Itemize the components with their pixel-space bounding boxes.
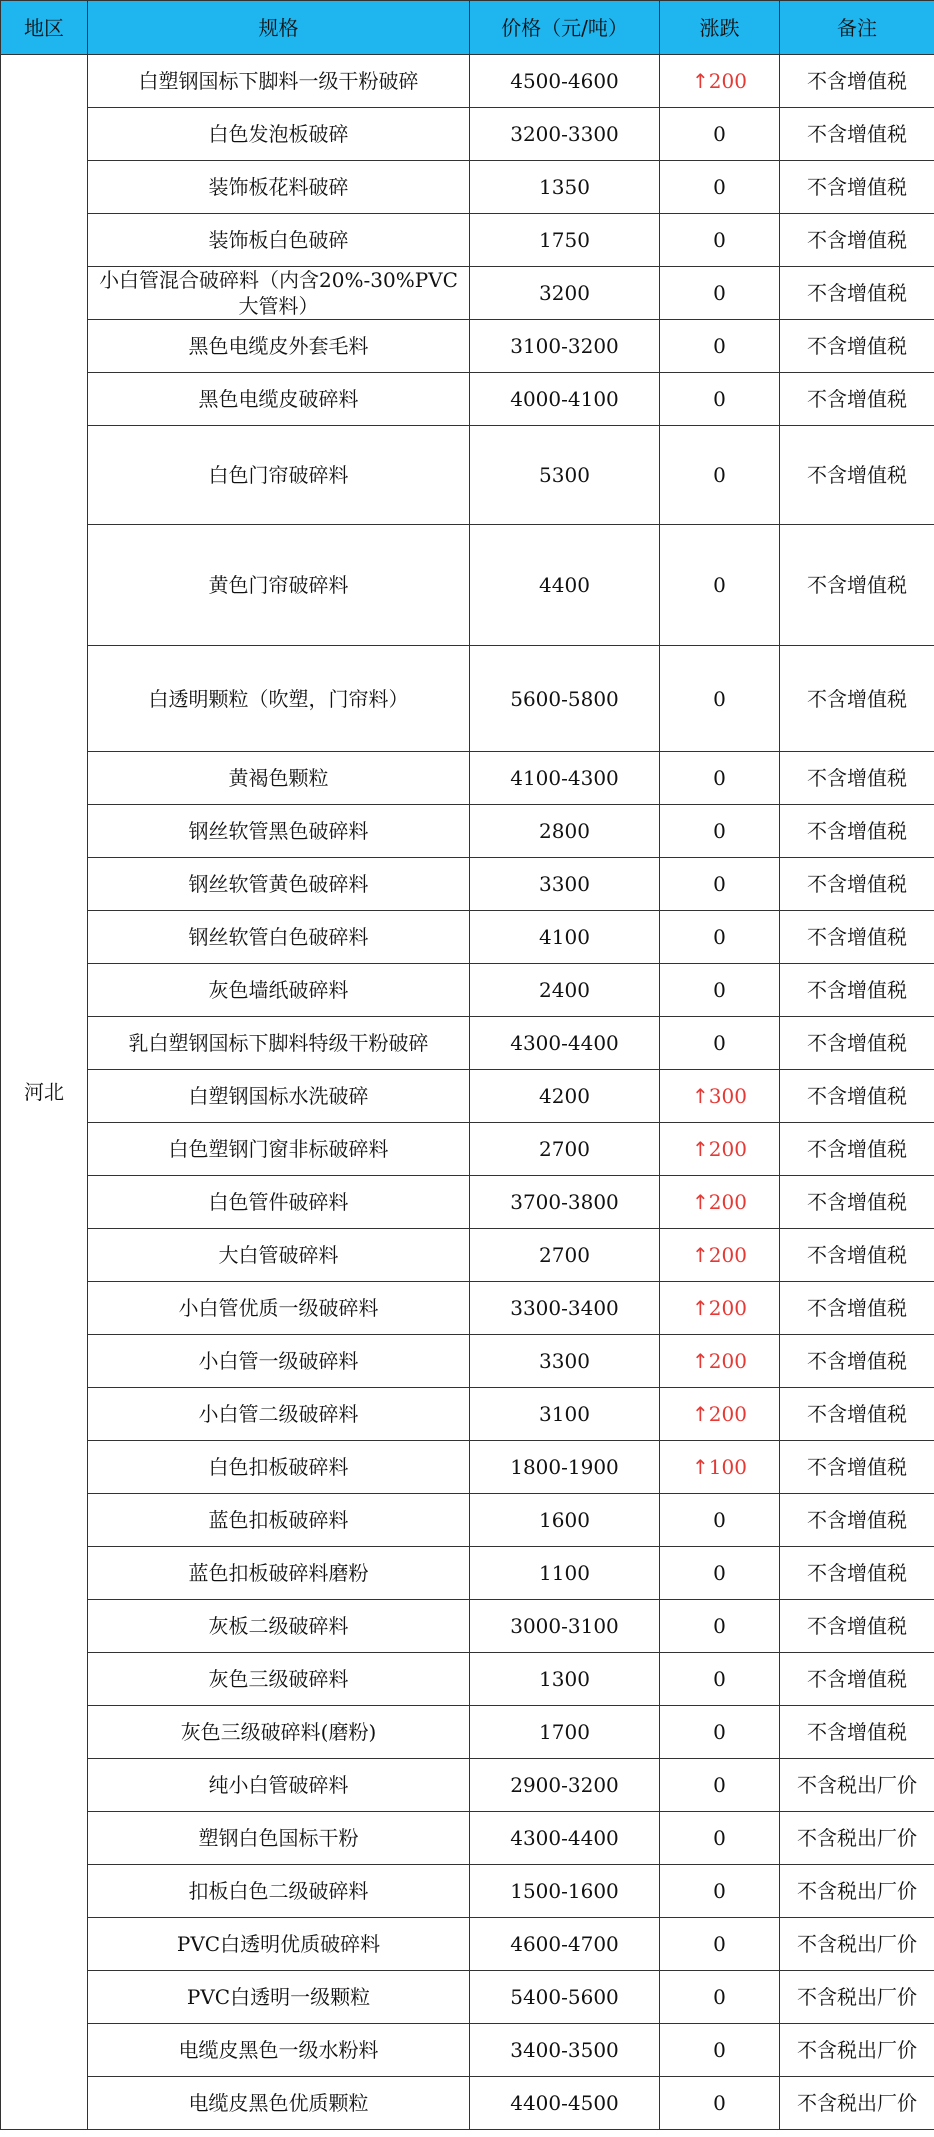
table-row	[1, 1282, 934, 1335]
change-cell	[660, 2077, 780, 2130]
price-cell: 3400-3500	[470, 2024, 660, 2077]
change-cell	[660, 373, 780, 426]
spec-cell: 大白管破碎料	[88, 1229, 470, 1282]
spec-cell: 灰色三级破碎料	[88, 1653, 470, 1706]
note-cell: 不含增值税	[780, 1388, 934, 1441]
price-cell: 2800	[470, 805, 660, 858]
price-cell: 3100	[470, 1388, 660, 1441]
table-row	[1, 1918, 934, 1971]
change-cell	[660, 214, 780, 267]
note-cell: 不含增值税	[780, 911, 934, 964]
note-cell: 不含增值税	[780, 1123, 934, 1176]
header-price: 价格（元/吨）	[470, 1, 660, 55]
note-cell: 不含增值税	[780, 373, 934, 426]
spec-cell: 白色扣板破碎料	[88, 1441, 470, 1494]
price-cell: 2400	[470, 964, 660, 1017]
table-row	[1, 1335, 934, 1388]
spec-cell: 小白管优质一级破碎料	[88, 1282, 470, 1335]
change-cell	[660, 108, 780, 161]
price-cell: 2700	[470, 1123, 660, 1176]
table-row	[1, 1017, 934, 1070]
change-value: 0	[713, 872, 726, 896]
change-cell	[660, 646, 780, 752]
note-cell: 不含税出厂价	[780, 1865, 934, 1918]
spec-cell: 灰色三级破碎料(磨粉)	[88, 1706, 470, 1759]
arrow-up-icon: ↑	[692, 1296, 709, 1320]
arrow-up-icon: ↑	[692, 1402, 709, 1426]
table-row	[1, 1759, 934, 1812]
change-value: 200	[708, 1190, 747, 1214]
region-cell: 河北	[1, 55, 88, 2130]
spec-cell: 白色管件破碎料	[88, 1176, 470, 1229]
price-cell: 2900-3200	[470, 1759, 660, 1812]
note-cell: 不含增值税	[780, 267, 934, 320]
spec-cell: 塑钢白色国标干粉	[88, 1812, 470, 1865]
spec-cell: 白塑钢国标下脚料一级干粉破碎	[88, 55, 470, 108]
change-value: 0	[713, 1031, 726, 1055]
change-cell	[660, 1812, 780, 1865]
note-cell: 不含税出厂价	[780, 1971, 934, 2024]
change-value: 0	[713, 281, 726, 305]
spec-cell: 白透明颗粒（吹塑，门帘料）	[88, 646, 470, 752]
spec-cell: 钢丝软管黄色破碎料	[88, 858, 470, 911]
note-cell: 不含增值税	[780, 1441, 934, 1494]
change-value: 0	[713, 334, 726, 358]
header-note: 备注	[780, 1, 934, 55]
note-cell: 不含增值税	[780, 1229, 934, 1282]
note-cell: 不含增值税	[780, 1547, 934, 1600]
note-cell: 不含增值税	[780, 320, 934, 373]
note-cell: 不含增值税	[780, 1494, 934, 1547]
arrow-up-icon: ↑	[692, 1455, 709, 1479]
change-value: 0	[713, 686, 726, 711]
price-cell: 1100	[470, 1547, 660, 1600]
change-cell	[660, 1865, 780, 1918]
table-row	[1, 1441, 934, 1494]
change-value: 200	[708, 1296, 747, 1320]
table-row	[1, 1176, 934, 1229]
table-row	[1, 858, 934, 911]
table-row	[1, 646, 934, 752]
change-cell	[660, 1918, 780, 1971]
change-cell	[660, 1706, 780, 1759]
change-cell	[660, 267, 780, 320]
spec-cell: 白色塑钢门窗非标破碎料	[88, 1123, 470, 1176]
change-value: 0	[713, 228, 726, 252]
table-row	[1, 1388, 934, 1441]
price-cell: 4600-4700	[470, 1918, 660, 1971]
change-value: 0	[713, 1720, 726, 1744]
change-cell	[660, 1282, 780, 1335]
table-row	[1, 752, 934, 805]
table-row	[1, 964, 934, 1017]
change-cell	[660, 55, 780, 108]
price-cell: 1500-1600	[470, 1865, 660, 1918]
note-cell: 不含增值税	[780, 1653, 934, 1706]
arrow-up-icon: ↑	[692, 1349, 709, 1373]
change-cell	[660, 911, 780, 964]
price-cell: 1350	[470, 161, 660, 214]
table-row	[1, 2024, 934, 2077]
table-row	[1, 1070, 934, 1123]
table-row	[1, 373, 934, 426]
price-cell: 4200	[470, 1070, 660, 1123]
note-cell: 不含增值税	[780, 214, 934, 267]
change-cell	[660, 1123, 780, 1176]
price-cell: 4000-4100	[470, 373, 660, 426]
change-cell	[660, 858, 780, 911]
change-value: 0	[713, 463, 726, 487]
note-cell: 不含增值税	[780, 964, 934, 1017]
change-value: 200	[708, 1349, 747, 1373]
change-cell	[660, 1176, 780, 1229]
price-cell: 4300-4400	[470, 1017, 660, 1070]
spec-cell: 小白管二级破碎料	[88, 1388, 470, 1441]
change-value: 0	[713, 978, 726, 1002]
price-cell: 4500-4600	[470, 55, 660, 108]
change-value: 0	[713, 1667, 726, 1691]
note-cell: 不含税出厂价	[780, 2077, 934, 2130]
spec-cell: PVC白透明一级颗粒	[88, 1971, 470, 2024]
table-row	[1, 1865, 934, 1918]
change-value: 0	[713, 2091, 726, 2115]
note-cell: 不含增值税	[780, 1070, 934, 1123]
change-cell	[660, 1653, 780, 1706]
change-value: 0	[713, 1985, 726, 2009]
change-value: 200	[708, 1243, 747, 1267]
change-cell	[660, 805, 780, 858]
spec-cell: 装饰板花料破碎	[88, 161, 470, 214]
change-cell	[660, 1547, 780, 1600]
price-cell: 4100-4300	[470, 752, 660, 805]
note-cell: 不含增值税	[780, 646, 934, 752]
note-cell: 不含增值税	[780, 858, 934, 911]
note-cell: 不含增值税	[780, 1176, 934, 1229]
price-cell: 1800-1900	[470, 1441, 660, 1494]
change-value: 0	[713, 2038, 726, 2062]
price-cell: 3100-3200	[470, 320, 660, 373]
arrow-up-icon: ↑	[692, 1243, 709, 1267]
arrow-up-icon: ↑	[692, 1190, 709, 1214]
price-cell: 4400	[470, 525, 660, 646]
header-row	[1, 1, 934, 55]
change-cell	[660, 1600, 780, 1653]
note-cell: 不含税出厂价	[780, 1759, 934, 1812]
table-row	[1, 1123, 934, 1176]
table-row	[1, 1600, 934, 1653]
change-value: 200	[708, 69, 747, 93]
note-cell: 不含增值税	[780, 752, 934, 805]
table-row	[1, 2077, 934, 2130]
table-row	[1, 1812, 934, 1865]
change-value: 0	[713, 573, 726, 597]
price-cell: 4400-4500	[470, 2077, 660, 2130]
change-value: 0	[713, 1879, 726, 1903]
price-cell: 3200-3300	[470, 108, 660, 161]
spec-cell: 电缆皮黑色优质颗粒	[88, 2077, 470, 2130]
note-cell: 不含税出厂价	[780, 2024, 934, 2077]
note-cell: 不含增值税	[780, 1600, 934, 1653]
table-row	[1, 1229, 934, 1282]
spec-cell: 灰色墙纸破碎料	[88, 964, 470, 1017]
change-value: 0	[713, 819, 726, 843]
table-row	[1, 1706, 934, 1759]
table-row	[1, 1653, 934, 1706]
note-cell: 不含增值税	[780, 805, 934, 858]
note-cell: 不含增值税	[780, 1017, 934, 1070]
spec-cell: 钢丝软管白色破碎料	[88, 911, 470, 964]
change-cell	[660, 1971, 780, 2024]
price-cell: 2700	[470, 1229, 660, 1282]
note-cell: 不含增值税	[780, 108, 934, 161]
note-cell: 不含增值税	[780, 1706, 934, 1759]
spec-cell: 黄色门帘破碎料	[88, 525, 470, 646]
price-cell: 3300	[470, 1335, 660, 1388]
header-region: 地区	[1, 1, 88, 55]
spec-cell: 钢丝软管黑色破碎料	[88, 805, 470, 858]
change-value: 0	[713, 1614, 726, 1638]
price-cell: 1750	[470, 214, 660, 267]
price-cell: 3000-3100	[470, 1600, 660, 1653]
price-cell: 3300-3400	[470, 1282, 660, 1335]
change-value: 0	[713, 1508, 726, 1532]
spec-cell: 灰板二级破碎料	[88, 1600, 470, 1653]
spec-cell: 乳白塑钢国标下脚料特级干粉破碎	[88, 1017, 470, 1070]
change-cell	[660, 964, 780, 1017]
header-spec: 规格	[88, 1, 470, 55]
table-body	[1, 55, 934, 2130]
table-row	[1, 1494, 934, 1547]
table-row	[1, 320, 934, 373]
change-cell	[660, 320, 780, 373]
price-cell: 3700-3800	[470, 1176, 660, 1229]
price-cell: 3200	[470, 267, 660, 320]
change-value: 100	[708, 1455, 747, 1479]
table-row	[1, 1547, 934, 1600]
price-cell: 1600	[470, 1494, 660, 1547]
price-cell: 5400-5600	[470, 1971, 660, 2024]
spec-cell: 黑色电缆皮外套毛料	[88, 320, 470, 373]
change-value: 0	[713, 766, 726, 790]
change-cell	[660, 1017, 780, 1070]
spec-cell: PVC白透明优质破碎料	[88, 1918, 470, 1971]
spec-cell: 黄褐色颗粒	[88, 752, 470, 805]
price-cell: 5600-5800	[470, 646, 660, 752]
table-row	[1, 426, 934, 525]
change-cell	[660, 1759, 780, 1812]
spec-cell: 白色门帘破碎料	[88, 426, 470, 525]
arrow-up-icon: ↑	[692, 69, 709, 93]
arrow-up-icon: ↑	[692, 1084, 709, 1108]
note-cell: 不含增值税	[780, 426, 934, 525]
spec-cell: 黑色电缆皮破碎料	[88, 373, 470, 426]
note-cell: 不含税出厂价	[780, 1918, 934, 1971]
table-row	[1, 55, 934, 108]
spec-cell: 蓝色扣板破碎料磨粉	[88, 1547, 470, 1600]
price-cell: 3300	[470, 858, 660, 911]
change-cell	[660, 1441, 780, 1494]
note-cell: 不含增值税	[780, 161, 934, 214]
table-row	[1, 1971, 934, 2024]
note-cell: 不含增值税	[780, 55, 934, 108]
spec-cell: 白塑钢国标水洗破碎	[88, 1070, 470, 1123]
change-cell	[660, 1070, 780, 1123]
table-row	[1, 805, 934, 858]
change-cell	[660, 525, 780, 646]
change-value: 0	[713, 1773, 726, 1797]
change-value: 0	[713, 1826, 726, 1850]
spec-cell: 白色发泡板破碎	[88, 108, 470, 161]
spec-cell: 纯小白管破碎料	[88, 1759, 470, 1812]
change-cell	[660, 1335, 780, 1388]
change-cell	[660, 1229, 780, 1282]
spec-cell: 蓝色扣板破碎料	[88, 1494, 470, 1547]
spec-cell: 扣板白色二级破碎料	[88, 1865, 470, 1918]
change-cell	[660, 1388, 780, 1441]
change-cell	[660, 1494, 780, 1547]
note-cell: 不含税出厂价	[780, 1812, 934, 1865]
note-cell: 不含增值税	[780, 1335, 934, 1388]
change-value: 200	[708, 1402, 747, 1426]
price-cell: 1300	[470, 1653, 660, 1706]
header-change: 涨跌	[660, 1, 780, 55]
table-row	[1, 214, 934, 267]
note-cell: 不含增值税	[780, 1282, 934, 1335]
table-row	[1, 108, 934, 161]
spec-cell: 小白管混合破碎料（内含20%-30%PVC大管料）	[88, 267, 470, 320]
change-value: 0	[713, 122, 726, 146]
change-value: 0	[713, 175, 726, 199]
change-value: 0	[713, 387, 726, 411]
change-value: 0	[713, 1932, 726, 1956]
change-cell	[660, 426, 780, 525]
table-row	[1, 911, 934, 964]
change-cell	[660, 752, 780, 805]
note-cell: 不含增值税	[780, 525, 934, 646]
price-cell: 4100	[470, 911, 660, 964]
spec-cell: 小白管一级破碎料	[88, 1335, 470, 1388]
change-value: 300	[708, 1084, 747, 1108]
price-cell: 5300	[470, 426, 660, 525]
change-cell	[660, 161, 780, 214]
spec-cell: 装饰板白色破碎	[88, 214, 470, 267]
change-cell	[660, 2024, 780, 2077]
change-value: 0	[713, 925, 726, 949]
change-value: 200	[708, 1137, 747, 1161]
spec-cell: 电缆皮黑色一级水粉料	[88, 2024, 470, 2077]
change-value: 0	[713, 1561, 726, 1585]
table-row	[1, 161, 934, 214]
price-cell: 1700	[470, 1706, 660, 1759]
table-row	[1, 525, 934, 646]
table-row	[1, 267, 934, 320]
price-cell: 4300-4400	[470, 1812, 660, 1865]
arrow-up-icon: ↑	[692, 1137, 709, 1161]
